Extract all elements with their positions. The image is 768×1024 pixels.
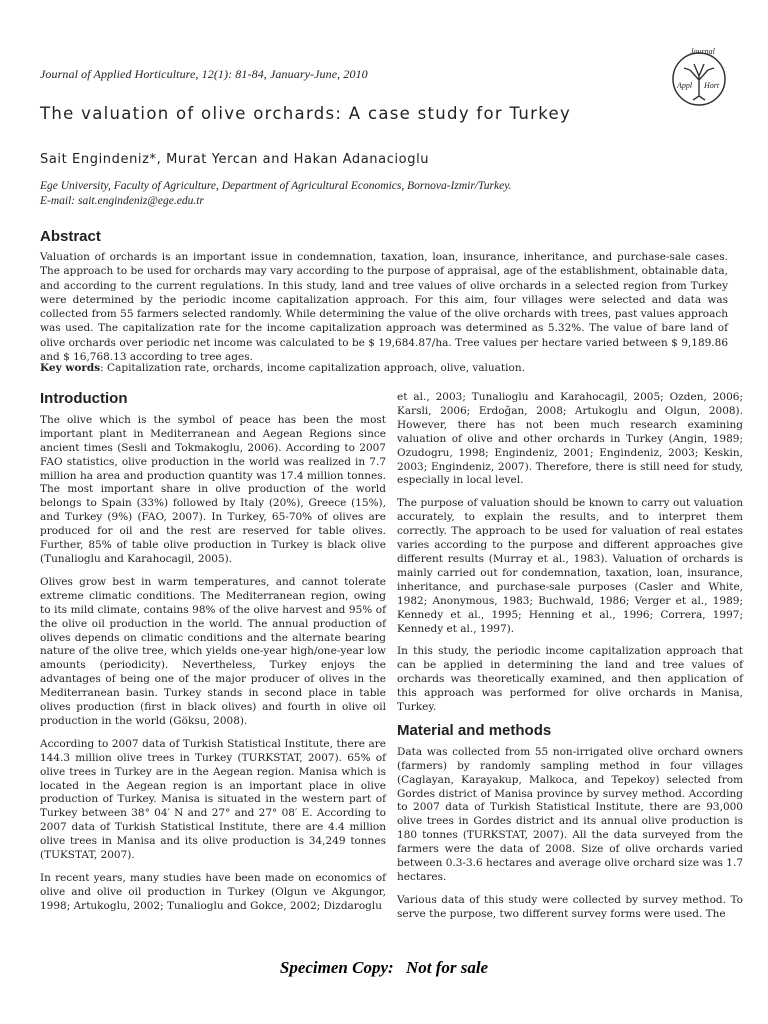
abstract-heading: Abstract bbox=[40, 228, 101, 245]
journal-logo bbox=[668, 46, 730, 108]
svg-text:Hort: Hort bbox=[704, 81, 720, 90]
keywords-list: : Capitalization rate, orchards, income capitalization approach, olive, valuation. bbox=[100, 362, 525, 374]
paper-title: The valuation of olive orchards: A case study for Turkey bbox=[40, 104, 572, 123]
right-column bbox=[397, 391, 743, 931]
affiliation-block bbox=[40, 179, 512, 209]
abstract-text: Valuation of orchards is an important issue in condemnation, taxation, loan, insurance, inheritance, and purchase-sale cases. The approach to be used for orchards may vary according to the purpose of appraisal, age of the establishment, obtainable data, and according to the current regulations. In this study, land and tree values of olive orchards in a selected region from Turkey were determined by the periodic income capitalization approach. For this aim, four villages were selected and data was collected from 55 farmers selected randomly. While determining the value of the olive orchards with trees, past values approach was used. The capitalization rate for the income capitalization approach was determined as 5.32%. The value of bare land of olive orchards over periodic net income was calculated to be $ 19,684.87/ha. Tree values per hectare varied between $ 9,189.86 and $ 16,768.13 according to tree ages. bbox=[40, 251, 728, 364]
author-email[interactable]: E-mail: sait.engindeniz@ege.edu.tr bbox=[40, 195, 204, 207]
keywords-label: Key words bbox=[40, 362, 101, 374]
intro-paragraph-6: In this study, the periodic income capitalization approach that can be applied in determining the land and tree values of orchards was theoretically examined, and then application of this approach was performed for olive orchards in Manisa, Turkey. bbox=[397, 645, 743, 714]
journal-citation: Journal of Applied Horticulture, 12(1): 81-84, January-June, 2010 bbox=[40, 67, 368, 81]
intro-paragraph-4-continued: et al., 2003; Tunalioglu and Karahocagil, 2005; Ozden, 2006; Karsli, 2006; Erdoğan, 2008; Artukoglu and Olgun, 2008). However, there has not been much research examining valuation of olive and other orchards in Turkey (Angin, 1989; Ozudogru, 1998; Engindeniz, 2001; Engindeniz, 2003; Keskin, 2003; Engindeniz, 2007). Therefore, there is still need for study, especially in local level. bbox=[397, 391, 743, 487]
footer-specimen: Specimen Copy: bbox=[279, 958, 394, 977]
keywords bbox=[40, 362, 728, 374]
methods-heading: Material and methods bbox=[397, 721, 552, 739]
footer-not-for-sale: Not for sale bbox=[405, 958, 489, 977]
svg-text:Appl: Appl bbox=[677, 81, 693, 90]
intro-paragraph-1: The olive which is the symbol of peace has been the most important plant in Mediterranean and Aegean Regions since ancient times (Sesli and Tokmakoglu, 2006). According to 2007 FAO statistics, olive production in the world was realized in 7.7 million ha area and production quantity was 17.4 million tonnes. The most important share in olive production of the world belongs to Spain (33%) followed by Italy (20%), Greece (15%), and Turkey (9%) (FAO, 2007). In Turkey, 65-70% of olives are produced for oil and the rest are reserved for table olives. Further, 85% of table olive production in Turkey is black olive (Tunalioglu and Karahocagil, 2005). bbox=[40, 413, 386, 565]
intro-paragraph-2: Olives grow best in warm temperatures, and cannot tolerate extreme climatic conditions. The Mediterranean region, owing to its mild climate, contains 98% of the olive harvest and 95% of the olive oil production in the world. The annual production of olives depends on climatic conditions and the alternate bearing nature of the olive tree, which yields one-year high/one-year low amounts (periodicity). Nevertheless, Turkey enjoys the advantages of being one of the major producer of olives in the Mediterranean basin. Turkey stands in second place in table olives production (first in black olives) and fourth in olive oil production in the world (Göksu, 2008). bbox=[40, 575, 386, 727]
left-column bbox=[40, 392, 386, 923]
intro-paragraph-3: According to 2007 data of Turkish Statistical Institute, there are 144.3 million olive trees in Turkey (TURKSTAT, 2007). 65% of olive trees in Turkey are in the Aegean region. Manisa which is located in the Aegean region is an important place in olive production of Turkey. Manisa is situated in the western part of Turkey between 38° 04′ N and 27° and 27° 08′ E. According to 2007 data of Turkish Statistical Institute, there are 4.4 million olive trees in Manisa and its olive production is 34,249 tonnes (TUKSTAT, 2007). bbox=[40, 737, 386, 862]
methods-paragraph-2: Various data of this study were collected by survey method. To serve the purpose, two different survey forms were used. The bbox=[397, 893, 743, 920]
methods-paragraph-1: Data was collected from 55 non-irrigated olive orchard owners (farmers) by randomly sampling method in four villages (Caglayan, Karayakup, Malkoca, and Tepekoy) selected from Gordes district of Manisa province by survey method. According to 2007 data of Turkish Statistical Institute, there are 93,000 olive trees in Gordes district and its annual olive production is 180 tonnes (TURKSTAT, 2007). All the data surveyed from the farmers were the data of 2008. Size of olive orchards varied between 0.3-3.6 hectares and average olive orchard size was 1.7 hectares. bbox=[397, 745, 743, 883]
intro-paragraph-4: In recent years, many studies have been made on economics of olive and olive oil production in Turkey (Olgun ve Akgungor, 1998; Artukoglu, 2002; Tunalioglu and Gokce, 2002; Dizdaroglu bbox=[40, 872, 386, 912]
specimen-footer bbox=[0, 958, 768, 978]
affiliation: Ege University, Faculty of Agriculture, Department of Agricultural Economics, Bornova-Izmir/Turkey. bbox=[40, 180, 512, 192]
introduction-heading: Introduction bbox=[40, 390, 128, 407]
paper-authors: Sait Engindeniz*, Murat Yercan and Hakan Adanacioglu bbox=[40, 152, 430, 167]
intro-paragraph-5: The purpose of valuation should be known to carry out valuation accurately, to explain the results, and to interpret them correctly. The approach to be used for valuation of real estates varies according to the purpose and different approaches give different results (Murray et al., 1983). Valuation of orchards is mainly carried out for condemnation, taxation, loan, insurance, inheritance, and purchase-sale purposes (Casler and White, 1982; Anonymous, 1983; Buchwald, 1986; Verger et al., 1989; Kennedy et al., 1995; Henning et al., 1996; Correra, 1997; Kennedy et al., 1997). bbox=[397, 497, 743, 635]
svg-text:Journal: Journal bbox=[690, 47, 715, 56]
